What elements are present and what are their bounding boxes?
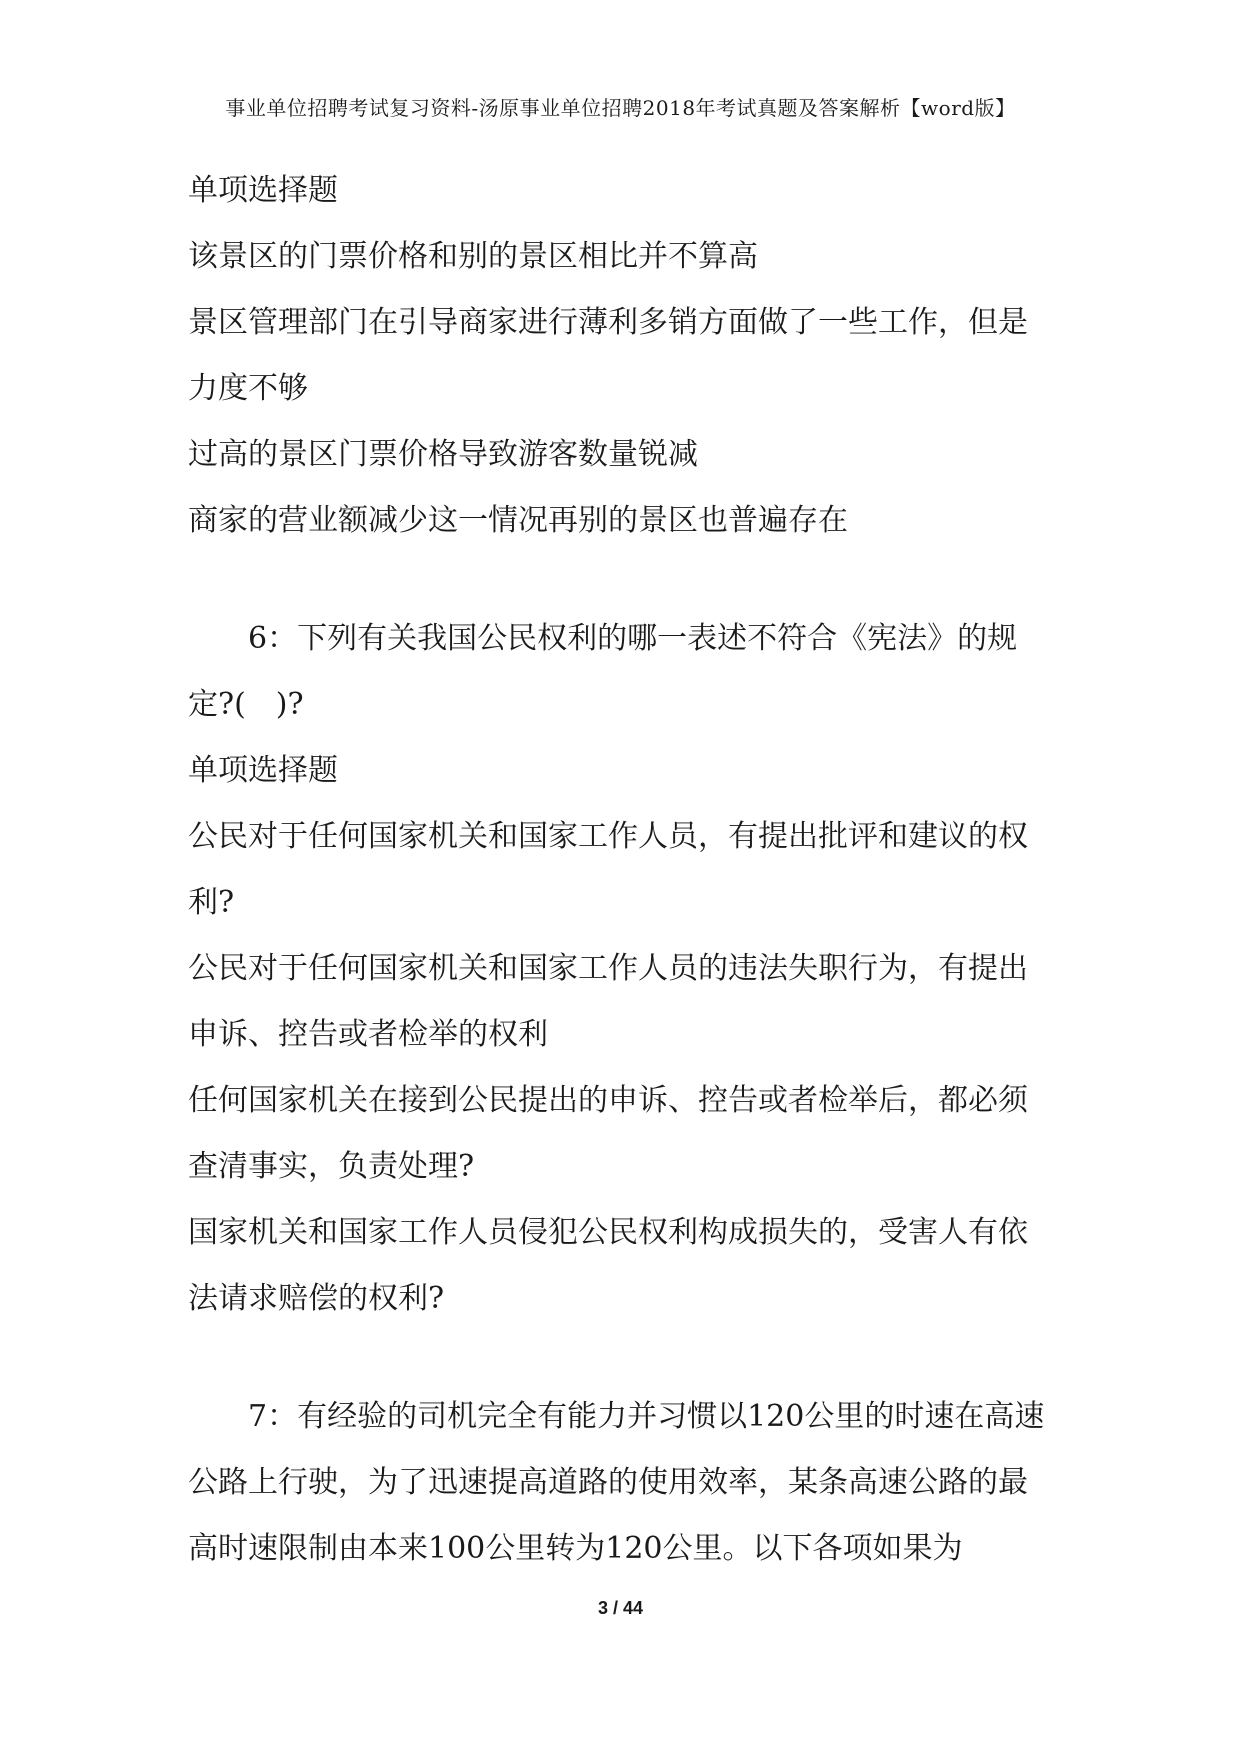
page-body [188, 158, 1054, 1582]
question-type-label: 单项选择题 [188, 173, 338, 208]
running-header: 事业单位招聘考试复习资料-汤原事业单位招聘2018年考试真题及答案解析【word版】 [225, 96, 1016, 120]
answer-option: 景区管理部门在引导商家进行薄利多销方面做了一些工作，但是力度不够 [188, 305, 1028, 406]
answer-option: 公民对于任何国家机关和国家工作人员的违法失职行为，有提出申诉、控告或者检举的权利 [188, 951, 1028, 1052]
question-6-text: 6：下列有关我国公民权利的哪一表述不符合《宪法》的规定?( )? [188, 621, 1018, 722]
answer-option: 过高的景区门票价格导致游客数量锐减 [188, 437, 698, 472]
answer-option: 商家的营业额减少这一情况再别的景区也普遍存在 [188, 503, 848, 538]
answer-option: 国家机关和国家工作人员侵犯公民权利构成损失的，受害人有依法请求赔偿的权利? [188, 1215, 1028, 1316]
question-type-label: 单项选择题 [188, 753, 338, 788]
page-number: 3 / 44 [597, 1598, 644, 1618]
answer-option: 该景区的门票价格和别的景区相比并不算高 [188, 239, 758, 274]
answer-option: 任何国家机关在接到公民提出的申诉、控告或者检举后，都必须查清事实，负责处理? [188, 1083, 1028, 1184]
spacer [188, 1332, 1054, 1384]
question-7-text: 7：有经验的司机完全有能力并习惯以120公里的时速在高速公路上行驶，为了迅速提高道路的使用效率，某条高速公路的最高时速限制由本来100公里转为120公里。以下各项如果为 [188, 1399, 1045, 1566]
answer-option: 公民对于任何国家机关和国家工作人员，有提出批评和建议的权利? [188, 819, 1028, 920]
spacer [188, 554, 1054, 606]
